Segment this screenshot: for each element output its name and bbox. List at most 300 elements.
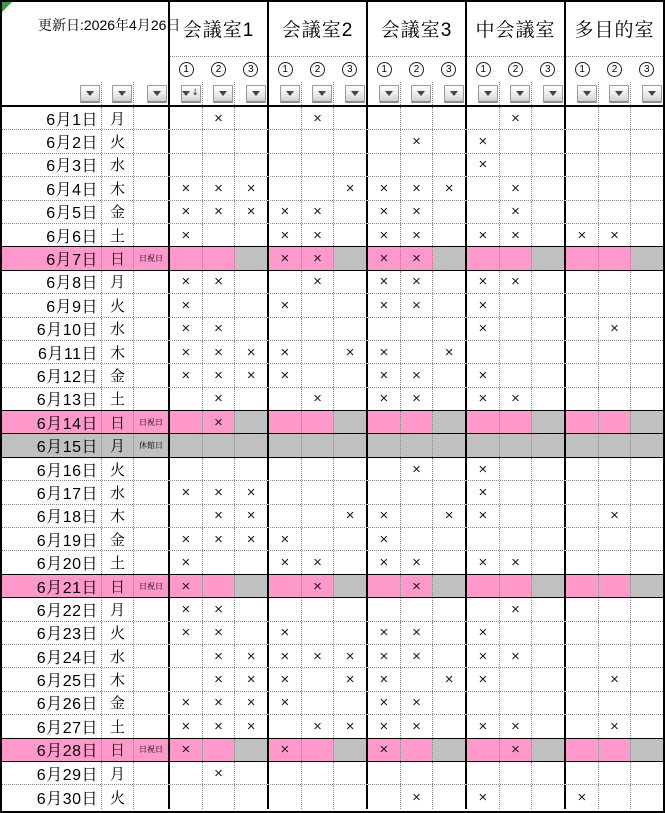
mark-cell[interactable] [334,388,366,410]
mark-cell[interactable]: × [302,247,335,269]
mark-cell[interactable]: × [269,294,302,316]
mark-cell[interactable] [302,458,335,480]
mark-cell[interactable] [599,645,632,667]
mark-cell[interactable] [532,739,564,761]
mark-cell[interactable]: × [246,694,256,712]
mark-cell[interactable] [500,294,533,316]
mark-cell[interactable]: × [599,668,632,690]
date-cell[interactable]: 6月26日 [2,692,102,714]
day-cell[interactable]: 水 [102,645,134,667]
date-cell[interactable]: 6月29日 [2,762,102,784]
mark-cell[interactable]: × [599,505,632,527]
note-cell[interactable] [134,598,168,620]
day-cell[interactable]: 月 [102,107,134,129]
mark-cell[interactable] [302,739,335,761]
mark-cell[interactable] [566,692,599,714]
mark-cell[interactable]: × [401,692,434,714]
mark-cell[interactable] [532,434,564,456]
filter-button[interactable] [577,85,597,103]
mark-cell[interactable] [500,692,533,714]
note-cell[interactable] [134,318,168,340]
mark-cell[interactable] [566,739,599,761]
mark-cell[interactable] [401,107,434,129]
mark-cell[interactable] [631,364,663,386]
mark-cell[interactable] [433,411,465,433]
mark-cell[interactable]: × [170,715,203,737]
mark-cell[interactable] [334,434,366,456]
mark-cell[interactable]: × [467,154,500,176]
mark-cell[interactable] [203,551,236,573]
mark-cell[interactable] [433,715,465,737]
mark-cell[interactable] [467,739,500,761]
mark-cell[interactable] [599,271,632,293]
mark-cell[interactable] [599,481,632,503]
mark-cell[interactable]: × [467,481,500,503]
day-cell[interactable]: 木 [102,177,134,199]
mark-cell[interactable] [203,739,236,761]
mark-cell[interactable] [433,434,465,456]
mark-cell[interactable] [631,107,663,129]
day-cell[interactable]: 金 [102,528,134,550]
note-cell[interactable] [134,645,168,667]
mark-cell[interactable] [433,388,465,410]
day-cell[interactable]: 火 [102,785,134,808]
mark-cell[interactable] [566,294,599,316]
mark-cell[interactable] [302,130,335,152]
filter-button[interactable] [80,85,100,103]
mark-cell[interactable] [500,364,533,386]
mark-cell[interactable]: × [302,575,335,597]
mark-cell[interactable] [433,785,465,808]
mark-cell[interactable]: × [170,224,203,246]
date-cell[interactable]: 6月28日 [2,739,102,761]
mark-cell[interactable] [203,575,236,597]
day-cell[interactable]: 金 [102,692,134,714]
mark-cell[interactable] [368,434,401,456]
mark-cell[interactable]: × [599,224,632,246]
mark-cell[interactable]: × [203,598,236,620]
mark-cell[interactable] [334,201,366,223]
note-cell[interactable] [134,341,168,363]
mark-cell[interactable] [235,551,267,573]
mark-cell[interactable] [302,668,335,690]
mark-cell[interactable] [203,247,236,269]
mark-cell[interactable] [532,411,564,433]
mark-cell[interactable]: × [170,551,203,573]
note-cell[interactable] [134,130,168,152]
day-cell[interactable]: 月 [102,434,134,456]
mark-cell[interactable]: × [467,318,500,340]
mark-cell[interactable]: × [269,645,302,667]
mark-cell[interactable] [401,505,434,527]
note-cell[interactable] [134,528,168,550]
filter-button[interactable] [147,85,167,103]
date-cell[interactable]: 6月6日 [2,224,102,246]
mark-cell[interactable]: × [269,341,302,363]
mark-cell[interactable] [203,154,236,176]
filter-button[interactable] [112,85,132,103]
mark-cell[interactable]: × [246,483,256,501]
mark-cell[interactable]: × [246,507,256,525]
mark-cell[interactable] [235,247,267,269]
mark-cell[interactable] [500,528,533,550]
mark-cell[interactable] [269,154,302,176]
mark-cell[interactable] [269,318,302,340]
mark-cell[interactable] [532,762,564,784]
mark-cell[interactable] [631,247,663,269]
mark-cell[interactable]: × [203,622,236,644]
mark-cell[interactable]: × [345,507,355,525]
note-cell[interactable] [134,715,168,737]
mark-cell[interactable]: × [203,364,236,386]
mark-cell[interactable]: × [269,364,302,386]
date-cell[interactable]: 6月18日 [2,505,102,527]
date-cell[interactable]: 6月21日 [2,575,102,597]
mark-cell[interactable] [566,481,599,503]
mark-cell[interactable] [500,668,533,690]
mark-cell[interactable] [302,318,335,340]
mark-cell[interactable]: × [368,645,401,667]
note-cell[interactable]: 日祝日 [134,739,168,761]
filter-button[interactable] [543,85,563,103]
mark-cell[interactable]: × [170,528,203,550]
mark-cell[interactable] [269,505,302,527]
date-cell[interactable]: 6月27日 [2,715,102,737]
mark-cell[interactable] [302,364,335,386]
filter-button[interactable] [312,85,332,103]
mark-cell[interactable] [532,201,564,223]
mark-cell[interactable]: × [203,388,236,410]
mark-cell[interactable] [302,434,335,456]
mark-cell[interactable] [433,739,465,761]
mark-cell[interactable] [532,154,564,176]
note-cell[interactable] [134,622,168,644]
mark-cell[interactable]: × [302,715,335,737]
mark-cell[interactable]: × [368,668,401,690]
mark-cell[interactable] [631,762,663,784]
mark-cell[interactable] [566,107,599,129]
mark-cell[interactable]: × [467,645,500,667]
mark-cell[interactable]: × [467,388,500,410]
mark-cell[interactable] [334,130,366,152]
mark-cell[interactable] [302,177,335,199]
mark-cell[interactable] [631,318,663,340]
mark-cell[interactable]: × [345,717,355,735]
note-cell[interactable] [134,201,168,223]
mark-cell[interactable] [368,458,401,480]
mark-cell[interactable] [368,154,401,176]
mark-cell[interactable] [334,154,366,176]
mark-cell[interactable]: × [368,739,401,761]
mark-cell[interactable]: × [269,201,302,223]
mark-cell[interactable] [599,528,632,550]
date-cell[interactable]: 6月16日 [2,458,102,480]
mark-cell[interactable]: × [203,505,236,527]
mark-cell[interactable]: × [467,224,500,246]
note-cell[interactable] [134,294,168,316]
mark-cell[interactable] [334,575,366,597]
mark-cell[interactable] [532,528,564,550]
mark-cell[interactable] [566,130,599,152]
mark-cell[interactable]: × [170,318,203,340]
mark-cell[interactable] [235,598,267,620]
mark-cell[interactable] [467,177,500,199]
mark-cell[interactable] [235,434,267,456]
mark-cell[interactable] [599,341,632,363]
mark-cell[interactable] [170,388,203,410]
mark-cell[interactable]: × [368,715,401,737]
mark-cell[interactable] [433,294,465,316]
mark-cell[interactable] [269,107,302,129]
mark-cell[interactable] [334,528,366,550]
mark-cell[interactable] [334,107,366,129]
mark-cell[interactable] [566,622,599,644]
mark-cell[interactable] [170,458,203,480]
mark-cell[interactable]: × [401,271,434,293]
mark-cell[interactable]: × [302,645,335,667]
mark-cell[interactable] [599,692,632,714]
mark-cell[interactable] [599,575,632,597]
mark-cell[interactable] [401,154,434,176]
mark-cell[interactable] [401,528,434,550]
note-cell[interactable] [134,458,168,480]
note-cell[interactable] [134,364,168,386]
mark-cell[interactable] [532,598,564,620]
mark-cell[interactable] [433,575,465,597]
mark-cell[interactable] [170,668,203,690]
mark-cell[interactable] [433,271,465,293]
note-cell[interactable] [134,388,168,410]
mark-cell[interactable] [433,622,465,644]
mark-cell[interactable]: × [467,505,500,527]
mark-cell[interactable] [203,785,236,808]
mark-cell[interactable] [599,201,632,223]
mark-cell[interactable]: × [401,622,434,644]
mark-cell[interactable] [631,481,663,503]
mark-cell[interactable]: × [246,203,256,221]
mark-cell[interactable] [532,247,564,269]
mark-cell[interactable] [334,762,366,784]
mark-cell[interactable]: × [599,318,632,340]
mark-cell[interactable]: × [269,224,302,246]
day-cell[interactable]: 日 [102,739,134,761]
mark-cell[interactable] [566,528,599,550]
mark-cell[interactable] [269,388,302,410]
mark-cell[interactable]: × [500,224,533,246]
note-cell[interactable]: 日祝日 [134,411,168,433]
mark-cell[interactable] [334,318,366,340]
mark-cell[interactable]: × [401,294,434,316]
mark-cell[interactable] [599,130,632,152]
mark-cell[interactable]: × [246,530,256,548]
day-cell[interactable]: 日 [102,411,134,433]
mark-cell[interactable]: × [368,294,401,316]
mark-cell[interactable] [599,411,632,433]
mark-cell[interactable] [532,575,564,597]
mark-cell[interactable] [467,692,500,714]
day-cell[interactable]: 木 [102,341,134,363]
mark-cell[interactable] [433,130,465,152]
mark-cell[interactable] [269,481,302,503]
mark-cell[interactable] [401,341,434,363]
mark-cell[interactable] [532,294,564,316]
mark-cell[interactable]: × [203,528,236,550]
day-cell[interactable]: 土 [102,224,134,246]
mark-cell[interactable]: × [467,622,500,644]
mark-cell[interactable] [170,434,203,456]
mark-cell[interactable]: × [345,671,355,689]
mark-cell[interactable]: × [401,551,434,573]
mark-cell[interactable] [631,130,663,152]
mark-cell[interactable] [269,458,302,480]
mark-cell[interactable] [500,762,533,784]
mark-cell[interactable]: × [246,343,256,361]
mark-cell[interactable]: × [203,692,236,714]
mark-cell[interactable] [401,668,434,690]
mark-cell[interactable] [532,177,564,199]
date-cell[interactable]: 6月20日 [2,551,102,573]
mark-cell[interactable]: × [170,177,203,199]
mark-cell[interactable] [368,130,401,152]
mark-cell[interactable]: × [401,645,434,667]
date-cell[interactable]: 6月7日 [2,247,102,269]
date-cell[interactable]: 6月22日 [2,598,102,620]
mark-cell[interactable] [368,107,401,129]
mark-cell[interactable] [467,528,500,550]
mark-cell[interactable] [334,598,366,620]
mark-cell[interactable] [269,411,302,433]
mark-cell[interactable] [170,107,203,129]
mark-cell[interactable]: × [269,551,302,573]
mark-cell[interactable] [566,247,599,269]
mark-cell[interactable] [532,785,564,808]
day-cell[interactable]: 土 [102,388,134,410]
mark-cell[interactable] [433,762,465,784]
mark-cell[interactable] [235,271,267,293]
mark-cell[interactable]: × [302,551,335,573]
mark-cell[interactable] [235,224,267,246]
mark-cell[interactable] [631,271,663,293]
mark-cell[interactable] [500,154,533,176]
mark-cell[interactable]: × [170,481,203,503]
mark-cell[interactable] [170,154,203,176]
mark-cell[interactable] [467,434,500,456]
mark-cell[interactable]: × [246,366,256,384]
mark-cell[interactable] [203,458,236,480]
mark-cell[interactable]: × [302,271,335,293]
mark-cell[interactable] [235,318,267,340]
mark-cell[interactable] [500,411,533,433]
mark-cell[interactable]: × [401,130,434,152]
mark-cell[interactable]: × [401,458,434,480]
mark-cell[interactable]: × [203,341,236,363]
mark-cell[interactable] [433,107,465,129]
mark-cell[interactable] [334,411,366,433]
mark-cell[interactable] [599,154,632,176]
mark-cell[interactable]: × [368,201,401,223]
mark-cell[interactable] [631,505,663,527]
mark-cell[interactable] [500,247,533,269]
note-cell[interactable] [134,668,168,690]
mark-cell[interactable]: × [203,715,236,737]
filter-button[interactable] [280,85,300,103]
mark-cell[interactable] [302,785,335,808]
day-cell[interactable]: 日 [102,575,134,597]
mark-cell[interactable] [334,551,366,573]
mark-cell[interactable] [433,247,465,269]
mark-cell[interactable]: × [467,715,500,737]
filter-button[interactable] [642,85,662,103]
date-cell[interactable]: 6月19日 [2,528,102,550]
mark-cell[interactable] [433,551,465,573]
mark-cell[interactable] [334,481,366,503]
mark-cell[interactable] [500,785,533,808]
mark-cell[interactable] [401,739,434,761]
mark-cell[interactable]: × [170,598,203,620]
mark-cell[interactable] [599,294,632,316]
mark-cell[interactable] [500,341,533,363]
mark-cell[interactable]: × [599,715,632,737]
note-cell[interactable]: 日祝日 [134,575,168,597]
mark-cell[interactable]: × [401,177,434,199]
mark-cell[interactable] [566,505,599,527]
mark-cell[interactable] [334,692,366,714]
mark-cell[interactable]: × [368,388,401,410]
mark-cell[interactable] [368,411,401,433]
mark-cell[interactable] [631,715,663,737]
mark-cell[interactable] [631,598,663,620]
mark-cell[interactable] [631,551,663,573]
mark-cell[interactable] [467,247,500,269]
note-cell[interactable] [134,177,168,199]
mark-cell[interactable]: × [401,388,434,410]
mark-cell[interactable] [203,130,236,152]
mark-cell[interactable] [235,388,267,410]
mark-cell[interactable] [302,528,335,550]
mark-cell[interactable] [170,247,203,269]
mark-cell[interactable] [532,271,564,293]
update-date-cell[interactable] [2,2,181,82]
mark-cell[interactable] [269,130,302,152]
mark-cell[interactable] [500,622,533,644]
mark-cell[interactable] [269,271,302,293]
mark-cell[interactable] [235,762,267,784]
mark-cell[interactable] [302,622,335,644]
day-cell[interactable]: 日 [102,247,134,269]
day-cell[interactable]: 土 [102,715,134,737]
mark-cell[interactable] [334,294,366,316]
mark-cell[interactable] [599,388,632,410]
mark-cell[interactable] [433,201,465,223]
mark-cell[interactable]: × [368,505,401,527]
date-cell[interactable]: 6月9日 [2,294,102,316]
mark-cell[interactable]: × [269,528,302,550]
mark-cell[interactable]: × [170,739,203,761]
mark-cell[interactable] [302,762,335,784]
mark-cell[interactable] [631,575,663,597]
mark-cell[interactable]: × [444,343,454,361]
mark-cell[interactable]: × [566,224,599,246]
mark-cell[interactable] [269,715,302,737]
date-cell[interactable]: 6月4日 [2,177,102,199]
mark-cell[interactable] [631,411,663,433]
mark-cell[interactable] [631,622,663,644]
mark-cell[interactable] [532,551,564,573]
mark-cell[interactable] [334,458,366,480]
mark-cell[interactable] [566,364,599,386]
mark-cell[interactable]: × [269,739,302,761]
mark-cell[interactable] [566,318,599,340]
